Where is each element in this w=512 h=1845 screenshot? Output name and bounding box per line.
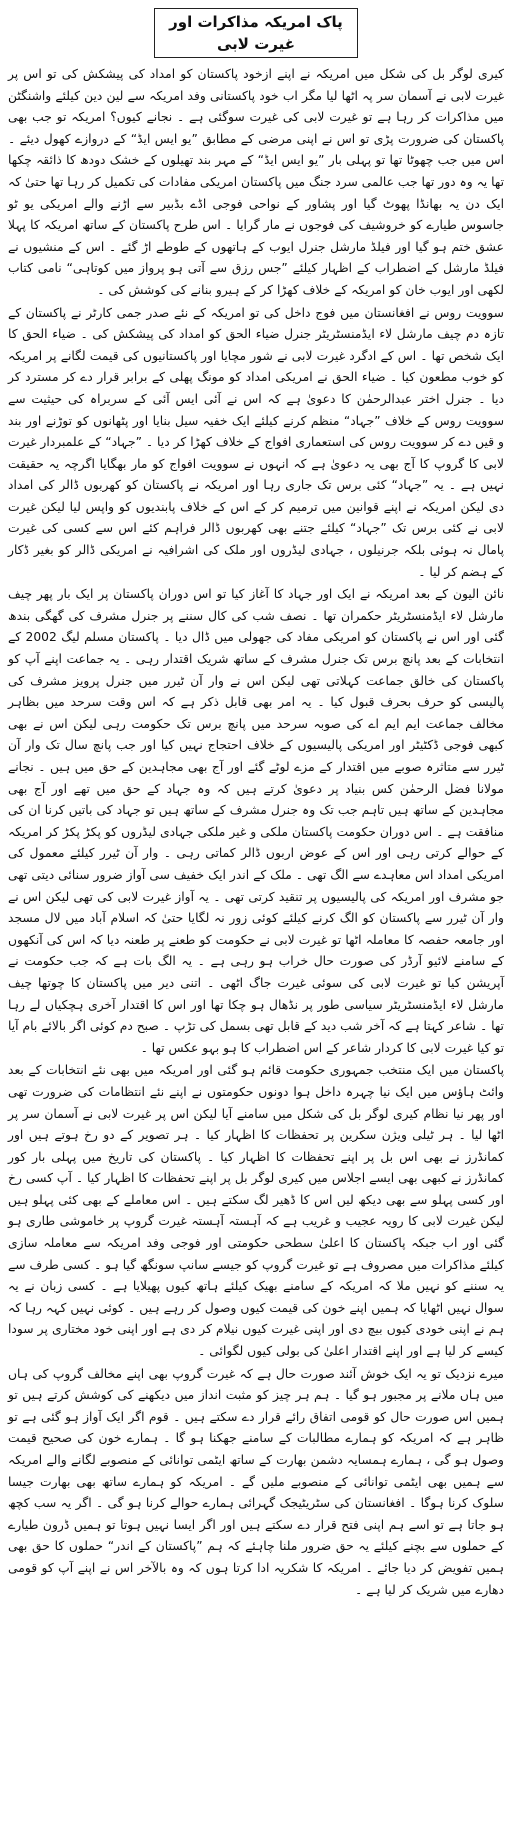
article-body: [8, 64, 504, 1601]
headline-box: [154, 8, 358, 58]
paragraph-5: میرے نزدیک تو یہ ایک خوش آئند صورت حال ہے کہ غیرت گروپ بھی اپنے مخالف گروپ کی ہاں میں ہاں ملانے پر مجبور ہو گیا ۔ ہم ہر چیز کو مثبت انداز میں دیکھنے کی کوشش کرتے ہیں تو ہمیں اس صورت حال کو قومی اتفاق رائے قرار دے سکتے ہیں ۔ قوم اگر ایک آواز ہو گئی ہے تو ظاہر ہے کہ امریکہ کو ہمارے مطالبات کے سامنے جھکنا ہو گا ۔ ہمارے خون کی صحیح قیمت وصول ہو گی ، ہمارے ہمسایہ دشمن بھارت کے ساتھ ایٹمی توانائی کے منصوبے لگانے والے امریکہ سے ہمیں بھی ایٹمی توانائی کے منصوبے ملیں گے ۔ امریکہ کو ہمارے ساتھ بھی بھارت جیسا سلوک کرنا ہوگا ۔ افغانستان کی سٹریٹیجک گہرائی ہمارے حوالے کرنا ہو گی ۔ اگر یہ سب کچھ ہو جاتا ہے تو اسے ہم اپنی فتح قرار دے سکتے ہیں اور اگر ایسا نہیں ہوتا تو ہمیں ڈرون طیارے کے حملوں سے بچنے کیلئے یہ حق ضرور ملنا چاہئے کہ ہم ”پاکستان کے اندر“ حملوں کا حق بھی ہمیں تفویض کر دیا جائے ۔ امریکہ کا شکریہ ادا کرتا ہوں کہ وہ بالآخر اس نے اپنے آپ کو قومی دھارے میں شریک کر لیا ہے ۔: [8, 1366, 504, 1597]
paragraph-1: کیری لوگر بل کی شکل میں امریکہ نے اپنے ازخود پاکستان کو امداد کی پیشکش کی تو اس پر غیرت لابی نے آسمان سر پہ اٹھا لیا مگر اب خود پاکستانی وفد امریکہ سے لین دین کیلئے واشنگٹن میں مذاکرات کر رہا ہے تو غیرت لابی کی غیرت سوگئی ہے ۔ نجانے کیوں؟ امریکہ تو جب بھی پاکستان کی ضرورت پڑی تو اس نے اپنی مرضی کے مطابق ”یو ایس ایڈ“ کے دروازے کھول دیئے ۔ اس میں جب چھوٹا تھا تو پہلی بار ”یو ایس ایڈ“ کے مہر بند تھیلوں کے خشک دودھ کا ذائقہ چکھا تھا یہ وہ دور تھا جب عالمی سرد جنگ میں پاکستان امریکی مفادات کی تکمیل کر رہا تھا حتیٰ کہ ایک دن یہ بھانڈا پھوٹ گیا اور پشاور کے نواحی فوجی اڈے بڈبیر سے اڑنے والے امریکی یو ٹو جاسوس طیارے کو خروشیف کی فوجوں نے مار گرایا ۔ اس طرح پاکستان کے ساتھ امریکہ کا پہلا عشق ختم ہو گیا اور فیلڈ مارشل جنرل ایوب کے ہاتھوں کے طوطے اڑ گئے ۔ اس کے منشیوں نے فیلڈ مارشل کے اضطراب کے اظہار کیلئے ”جس رزق سے آتی ہو پرواز میں کوتاہی“ نامی کتاب لکھی اور ایوب خان کو امریکہ کے خلاف کھڑا کر کے ہیرو بنانے کی کوشش کی ۔: [8, 67, 504, 297]
paragraph-2: سوویت روس نے افغانستان میں فوج داخل کی تو امریکہ کے نئے صدر جمی کارٹر نے پاکستان کے تازہ دم چیف مارشل لاء ایڈمنسٹریٹر جنرل ضیاء الحق کو امداد کی پیشکش کی ۔ ضیاء الحق کا ایک شخص تھا ۔ اس کے ادگرد غیرت لابی نے شور مچایا اور پاکستانیوں کی قیمت لگانے پر امریکہ کو خوب مطعون کیا ۔ ضیاء الحق نے امریکی امداد کو مونگ پھلی کے برابر قرار دے کر مسترد کر دیا ۔ جنرل اختر عبدالرحمٰن کا دعویٰ ہے کہ اس نے آئی ایس آئی کے سربراہ کی حیثیت سے سوویت روس کے خلاف ”جہاد“ منظم کرنے کیلئے ایک خفیہ سیل بنایا اور پٹھانوں کو توڑنے اور بند و قیں دے کر سوویت روس کی استعماری افواج کے خلاف کھڑا کر دیا ۔ ”جہاد“ کے علمبردار غیرت لابی کا گروپ کا آج بھی یہ دعویٰ ہے کہ انہوں نے سوویت افواج کو مار بھگایا اگرچہ یہ حقیقت نہیں ہے ۔ یہ ”جہاد“ کئی برس تک جاری رہا اور امریکہ نے پاکستان کو کھربوں ڈالر کی امداد دی لیکن امریکہ نے اپنے قوانین میں ترمیم کر کے اس کے خلاف پابندیوں کو واپس لیا لیکن غیرت لابی نے کئی برس تک ”جہاد“ کیلئے جتنے بھی کھربوں ڈالر فراہم کئے اس سے کسی کی غیرت پامال نہ ہوئی بلکہ جرنیلوں ، جہادی لیڈروں اور ملک کی اشرافیہ نے امریکی ڈالر کو بغیر ڈکار کے ہضم کر لیا ۔: [8, 305, 504, 579]
paragraph-3: نائن الیون کے بعد امریکہ نے ایک اور جہاد کا آغاز کیا تو اس دوران پاکستان پر ایک بار پھر چیف مارشل لاء ایڈمنسٹریٹر حکمران تھا ۔ نصف شب کی کال سننے پر جنرل مشرف کی گھگی بندھ گئی اور اس نے پاکستان کو امریکی مفاد کی جھولی میں ڈال دیا ۔ پاکستان مسلم لیگ 2002 کے انتخابات کے بعد پانچ برس تک جنرل مشرف کے ساتھ شریک اقتدار رہی ۔ یہ جماعت اپنے آپ کو پاکستان کی خالق جماعت کہلاتی تھی لیکن اس نے وار آن ٹیرر میں جنرل پرویز مشرف کی پالیسی کو حرف بحرف قبول کیا ۔ یہ امر بھی قابل ذکر ہے کہ اس وقت سرحد میں بظاہر مخالف جماعت ایم ایم اے کی صوبہ سرحد میں پانچ برس تک حکومت رہی لیکن اس نے بھی کبھی فوجی ڈکٹیٹر اور امریکی پالیسیوں کے خلاف احتجاج نہیں کیا اور جب پانچ سال تک وار آن ٹیرر سے متاثرہ صوبے میں اقتدار کے مزے لوٹے گئے اور آج بھی مجاہدین کے حق میں ہیں ۔ نجانے مولانا فضل الرحمٰن کس بنیاد پر دعویٰ کرتے ہیں کہ وہ جہاد کے حق میں تھے اور آج بھی مجاہدین کے ساتھ ہیں تاہم جب تک وہ جنرل مشرف کے ساتھ ہیں تو جہاد کی باتیں کرنا ان کی منافقت ہے ۔ اس دوران حکومت پاکستان ملکی و غیر ملکی جہادی لیڈروں کو پکڑ پکڑ کر امریکہ کے حوالے کرتی رہی اور اس کے عوض اربوں ڈالر کماتی رہی ۔ وار آن ٹیرر کیلئے معمول کی امریکی امداد اس معاہدے سے الگ تھی ۔ ملک کے اندر ایک خفیف سی آواز ضرور سنائی دیتی تھی جو مشرف اور امریکہ کی پالیسیوں پر تنقید کرتی تھی ۔ یہ آواز غیرت لابی کی تھی لیکن اس نے وار آن ٹیرر سے پاکستان کو الگ کرنے کیلئے کوئی زور نہ لگایا حتیٰ کہ اسلام آباد میں لال مسجد اور جامعہ حفصہ کا معاملہ اٹھا تو غیرت لابی نے حکومت کو طعنے پر طعنہ دیا کہ اس کی آنکھوں کے سامنے لائیو آرڈر کی صورت حال خراب ہو رہی ہے ۔ یہ الگ بات ہے کہ جب حکومت نے آپریشن کیا تو غیرت لابی کی سوئی غیرت جاگ اٹھی ۔ اتنی دیر میں پاکستان کا چوتھا چیف مارشل لاء ایڈمنسٹریٹر سیاسی طور پر نڈھال ہو چکا تھا اور اس کا اقتدار آخری ہچکیاں لے رہا تھا ۔ شاعر کہتا ہے کہ آخر شب دید کے قابل تھی بسمل کی تڑپ ۔ صبح دم کوئی اگر بالائے بام آیا تو کیا غیرت لابی کا کردار شاعر کے اس اضطراب کا ہو بہو عکس تھا ۔: [8, 587, 505, 1055]
article-title: پاک امریکہ مذاکرات اور غیرت لابی: [169, 13, 343, 53]
paragraph-4: پاکستان میں ایک منتخب جمہوری حکومت قائم ہو گئی اور امریکہ میں بھی نئے انتخابات کے بعد وائٹ ہاؤس میں ایک نیا چہرہ داخل ہوا دونوں حکومتوں نے اپنے نئے انتظامات کی ضرورت تھی اور پھر نیا نظام کیری لوگر بل کی شکل میں سامنے آیا لیکن اس پر غیرت لابی نے آسمان سر پر اٹھا لیا ۔ ہر ٹیلی ویژن سکرین پر تحفظات کا اظہار کیا ۔ ہر تصویر کے دو رخ ہوتے ہیں اور کمانڈرز نے بھی اس بل پر اپنے تحفظات کا اظہار کیا ۔ پاکستان کی تاریخ میں پہلی بار کور کمانڈرز نے کبھی بھی ایسے اجلاس میں کیری لوگر بل پر اپنے تحفظات کا اظہار کیا ۔ آپ کسی رخ اور کسی پہلو سے بھی دیکھ لیں اس کا ڈھیر لگ سکتے ہیں ۔ اس معاملے کے بھی کئی پہلو ہیں لیکن غیرت لابی کا رویہ عجیب و غریب ہے کہ آہستہ آہستہ غیرت گروپ پر خاموشی طاری ہو گئی اور اب جبکہ پاکستان کا اعلیٰ سطحی حکومتی اور فوجی وفد امریکہ سے معاملہ سازی کیلئے مذاکرات میں مصروف ہے تو غیرت گروپ کو جیسے سانپ سونگھ گیا ہو ۔ کسی طرف سے یہ سننے کو نہیں ملا کہ امریکہ کے سامنے بھیک کیلئے ہاتھ کیوں پھیلایا ہے ۔ کسی زبان نے یہ سوال نہیں اٹھایا کہ ہمیں اپنے خون کی قیمت کیوں وصول کر رہے ہیں ۔ کوئی نہیں کہہ رہا کہ ہم نے اپنی خودی کیوں بیچ دی اور اپنی غیرت کیوں نیلام کر دی ہے اور اپنی خود مختاری پر سودا کیسے کر لیا ہے اور اپنے اقتدار اعلیٰ کی بولی کیوں لگوائی ۔: [8, 1063, 504, 1359]
